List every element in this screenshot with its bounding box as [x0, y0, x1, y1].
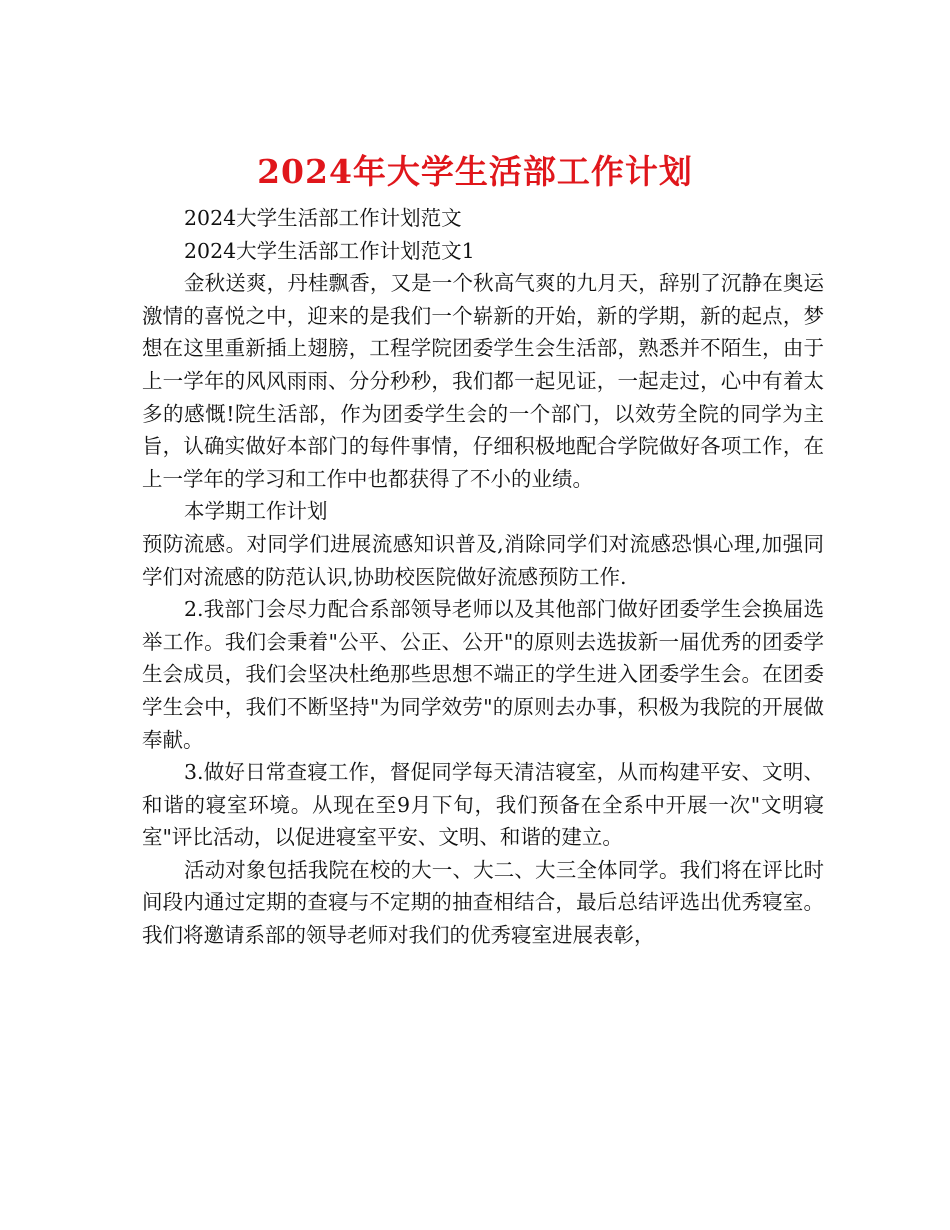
- paragraph-flu-prevention: 预防流感。对同学们进展流感知识普及,消除同学们对流感恐惧心理,加强同学们对流感的防范认识,协助校医院做好流感预防工作.: [142, 531, 824, 589]
- paragraph-item-3: 3.做好日常查寝工作，督促同学每天清洁寝室，从而构建平安、文明、和谐的寝室环境。从现在至9月下旬，我们预备在全系中开展一次"文明寝室"评比活动，以促进寝室平安、文明、和谐的建立。: [142, 760, 824, 850]
- paragraph-plan-heading: 本学期工作计划: [184, 499, 328, 524]
- paragraph-intro: 金秋送爽，丹桂飘香，又是一个秋高气爽的九月天，辞别了沉静在奥运激情的喜悦之中，迎来的是我们一个崭新的开始，新的学期，新的起点，梦想在这里重新插上翅膀，工程学院团委学生会生活部，熟悉并不陌生，由于上一学年的风风雨雨、分分秒秒，我们都一起见证，一起走过，心中有着太多的感慨!院生活部，作为团委学生会的一个部门，以效劳全院的同学为主旨，认确实做好本部门的每件事情，仔细积极地配合学院做好各项工作，在上一学年的学习和工作中也都获得了不小的业绩。: [142, 271, 824, 491]
- paragraph-item-2: 2.我部门会尽力配合系部领导老师以及其他部门做好团委学生会换届选举工作。我们会秉着"公平、公正、公开"的原则去选拔新一届优秀的团委学生会成员，我们会坚决杜绝那些思想不端正的学生进入团委学生会。在团委学生会中，我们不断坚持"为同学效劳"的原则去办事，积极为我院的开展做奉献。: [142, 597, 824, 752]
- paragraph-subtitle-1: 2024大学生活部工作计划范文1: [184, 238, 475, 263]
- document-title: 2024年大学生活部工作计划: [257, 152, 693, 192]
- document-body: [142, 202, 824, 952]
- paragraph-subtitle: 2024大学生活部工作计划范文: [184, 206, 462, 230]
- paragraph-activity: 活动对象包括我院在校的大一、大二、大三全体同学。我们将在评比时间段内通过定期的查寝与不定期的抽查相结合，最后总结评选出优秀寝室。我们将邀请系部的领导老师对我们的优秀寝室进展表彰，: [142, 857, 824, 948]
